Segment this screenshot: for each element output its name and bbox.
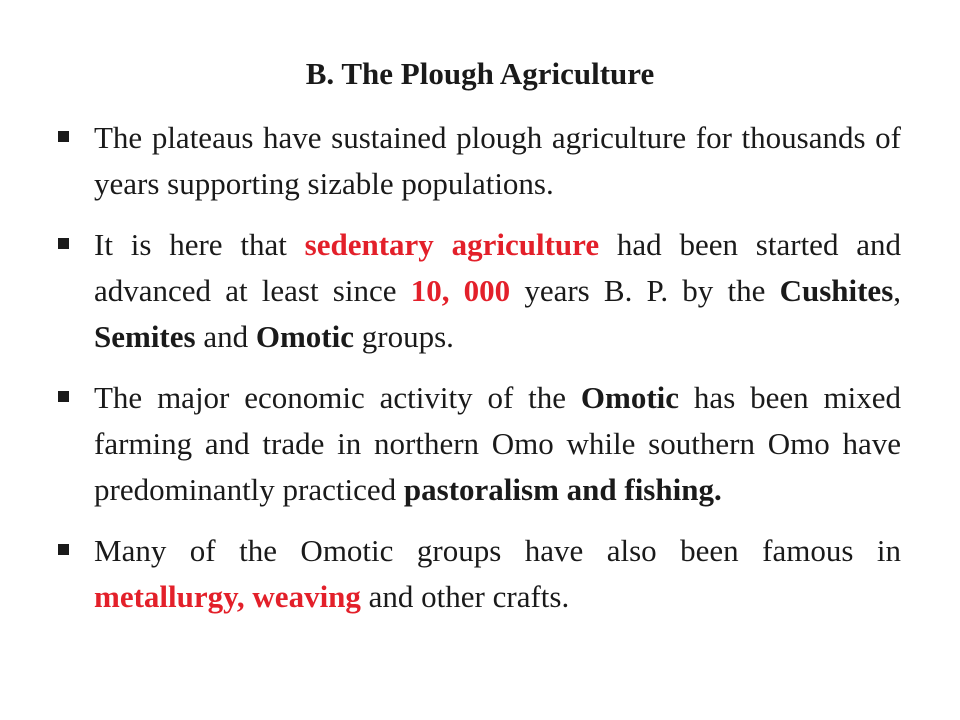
- text-segment: It is here that: [94, 227, 305, 262]
- highlighted-term: sedentary agriculture: [304, 227, 600, 262]
- text-segment: and other crafts.: [360, 579, 570, 614]
- square-bullet-icon: [58, 391, 69, 402]
- bold-term: pastoralism and fishing.: [403, 472, 722, 507]
- text-segment: groups.: [354, 319, 454, 354]
- text-segment: Many of the Omotic groups have also been famous in: [94, 533, 901, 568]
- text-segment: had been started and advanced at least since: [94, 227, 902, 308]
- bold-term: Omotic: [255, 319, 354, 354]
- bold-term: Cushites: [779, 273, 894, 308]
- bullet-item: [58, 528, 901, 620]
- square-bullet-icon: [58, 131, 69, 142]
- square-bullet-icon: [58, 544, 69, 555]
- highlighted-number: 10, 000: [410, 273, 511, 308]
- bullet-item: [58, 115, 901, 207]
- bullet-list: [58, 115, 901, 635]
- highlighted-term: metallurgy, weaving: [94, 579, 361, 614]
- bullet-item: [58, 375, 901, 513]
- text-segment: ,: [893, 273, 902, 308]
- slide-title: B. The Plough Agriculture: [305, 56, 655, 91]
- text-segment: years B. P. by the: [510, 273, 780, 308]
- text-segment: and: [195, 319, 256, 354]
- bullet-item: [58, 222, 901, 360]
- text-segment: The plateaus have sustained plough agriculture for thousands of years supporting sizable populations.: [94, 120, 901, 201]
- bold-term: Semites: [94, 319, 196, 354]
- text-segment: The major economic activity of the: [94, 380, 581, 415]
- text-segment: has been mixed farming and trade in northern Omo while southern Omo have predominantly practiced: [94, 380, 902, 507]
- bold-term: Omotic: [580, 380, 680, 415]
- square-bullet-icon: [58, 238, 69, 249]
